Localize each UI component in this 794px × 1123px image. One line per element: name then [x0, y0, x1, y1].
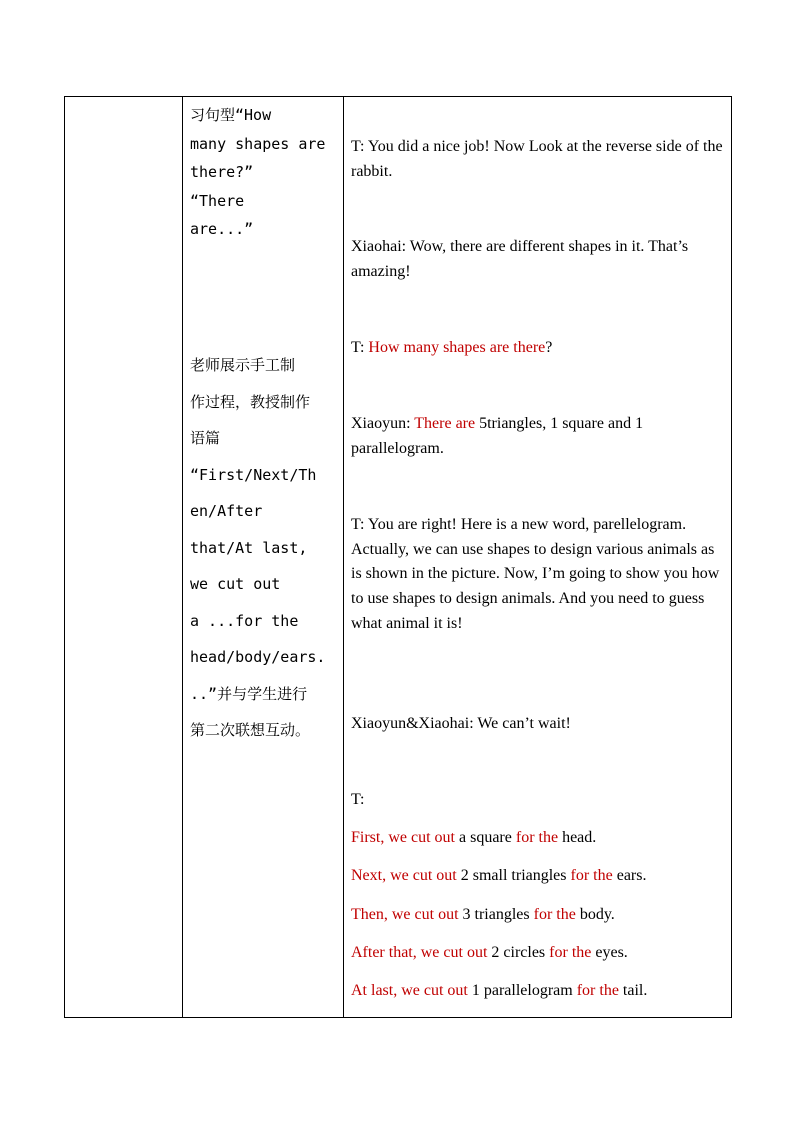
dialogue-text: T: You are right! Here is a new word, parellelogram. Actually, we can use shapes to design various animals as is shown in the picture. Now, I’m going to show you how to use shapes to design animals. And you need to guess what animal it is! [351, 516, 720, 632]
step-line [351, 979, 727, 1004]
text-line: many shapes are [190, 134, 326, 153]
dialogue-text: 1 parallelogram [467, 982, 577, 999]
dialogue-text: 2 small triangles [456, 867, 571, 884]
text-line: we cut out [190, 575, 281, 593]
dialogue-line [351, 235, 727, 284]
target-sentence-text: for the [549, 944, 592, 961]
text-line: 作过程，教授制作 [190, 392, 311, 411]
dialogue-text: body. [575, 906, 615, 923]
target-sentence-text: There are [414, 415, 476, 432]
text-line: are...” [190, 220, 254, 238]
dialogue-text: Xiaoyun: [351, 415, 415, 432]
dialogue-line [351, 788, 727, 813]
text-line: 语篇 [190, 429, 221, 447]
step-line [351, 864, 727, 889]
dialogue-text: 3 triangles [458, 906, 534, 923]
stage-cell [65, 97, 183, 1018]
purpose-block-handcraft [190, 347, 340, 749]
target-sentence-text: for the [570, 867, 613, 884]
dialogue-text: tail. [618, 982, 648, 999]
dialogue-line [351, 336, 727, 361]
dialogue-text: Xiaohai: Wow, there are different shapes in it. That’s amazing! [351, 238, 689, 280]
target-sentence-text: At last, we cut out [351, 982, 468, 999]
text-line: “First/Next/Th [190, 465, 317, 484]
target-sentence-text: After that, we cut out [351, 944, 488, 961]
text-line: that/At last, [190, 538, 308, 557]
target-sentence-text: How many shapes are there [368, 339, 546, 356]
step-line [351, 826, 727, 851]
target-sentence-text: First, we cut out [351, 829, 455, 846]
purpose-cell [183, 97, 344, 1018]
purpose-block-sentence-pattern [190, 101, 340, 244]
target-sentence-text: for the [576, 982, 619, 999]
text-line: a ...for the [190, 611, 299, 630]
text-line: “There [190, 191, 245, 210]
lesson-table [64, 96, 732, 1018]
dialogue-line [351, 135, 727, 184]
step-line [351, 903, 727, 928]
text-line: there?” [190, 163, 254, 181]
dialogue-text: ears. [612, 867, 647, 884]
text-line: 习句型“How [190, 106, 272, 124]
dialogue-text: a square [455, 829, 516, 846]
text-line: en/After [190, 502, 263, 520]
dialogue-cell [344, 97, 732, 1018]
dialogue-line [351, 712, 727, 737]
dialogue-text: Xiaoyun&Xiaohai: We can’t wait! [351, 715, 571, 732]
text-line: ..”并与学生进行 [190, 684, 308, 703]
dialogue-text: 2 circles [487, 944, 550, 961]
target-sentence-text: Then, we cut out [351, 906, 459, 923]
step-line [351, 941, 727, 966]
text-line: 第二次联想互动。 [190, 721, 311, 739]
table-row [65, 97, 732, 1018]
dialogue-line [351, 513, 727, 637]
dialogue-text: ? [545, 339, 553, 356]
text-line: 老师展示手工制 [190, 356, 296, 374]
dialogue-text: T: [351, 339, 369, 356]
dialogue-text: T: You did a nice job! Now Look at the reverse side of the rabbit. [351, 138, 723, 180]
dialogue-text: head. [558, 829, 597, 846]
dialogue-text: T: [351, 791, 365, 808]
dialogue-text: eyes. [591, 944, 628, 961]
target-sentence-text: for the [515, 829, 559, 846]
target-sentence-text: Next, we cut out [351, 867, 457, 884]
dialogue-line [351, 412, 727, 461]
target-sentence-text: for the [533, 906, 576, 923]
dialogue-text: 5triangles, 1 square and 1 parallelogram. [351, 415, 644, 457]
text-line: head/body/ears. [190, 648, 326, 666]
